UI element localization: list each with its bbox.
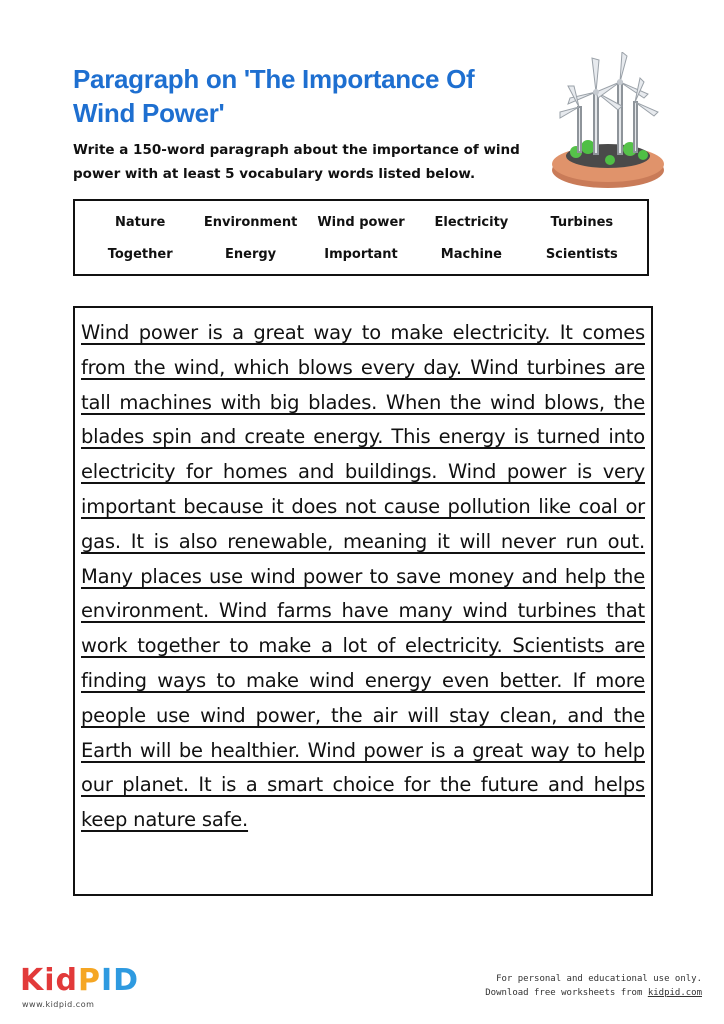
vocabulary-grid xyxy=(75,201,647,271)
instructions: Write a 150-word paragraph about the importance of wind power with at least 5 vocabulary words listed below. xyxy=(73,142,520,182)
paragraph-box xyxy=(73,306,653,896)
vocab-word: Electricity xyxy=(434,215,509,230)
logo-url: www.kidpid.com xyxy=(22,1000,95,1009)
vocabulary-box xyxy=(73,199,649,276)
vocab-word: Important xyxy=(324,247,398,262)
page-title: Paragraph on 'The Importance Of Wind Power' xyxy=(73,64,475,128)
vocab-word: Scientists xyxy=(545,247,618,262)
vocab-word: Turbines xyxy=(550,215,614,230)
footer-link[interactable]: kidpid.com xyxy=(647,988,702,998)
footer-note xyxy=(485,972,702,1000)
wind-turbines-icon xyxy=(548,52,668,192)
logo-text-part2: P xyxy=(78,963,102,998)
vocab-word: Machine xyxy=(440,247,502,262)
logo-text-part3: ID xyxy=(101,963,140,998)
vocab-word: Together xyxy=(107,247,173,262)
vocab-word: Wind power xyxy=(317,215,405,230)
vocab-word: Environment xyxy=(203,215,298,230)
footer-line2-prefix: Download free worksheets from xyxy=(485,988,648,998)
vocab-word: Energy xyxy=(225,247,277,262)
logo-text-part1: Kid xyxy=(20,963,79,998)
kidpid-logo xyxy=(20,963,140,998)
footer-line2 xyxy=(485,986,702,1000)
paragraph-text: Wind power is a great way to make electricity. It comes from the wind, which blows every day. Wind turbines are tall machines with big blades. When the wind blows, the blades spin and create energy. This energy is turned into electricity for homes and buildings. Wind power is very important because it does not cause pollution like coal or gas. It is also renewable, meaning it will never run out. Many places use wind power to save money and help the environment. Wind farms have many wind turbines that work together to make a lot of electricity. Scientists are finding ways to make wind energy even better. If more people use wind power, the air will stay clean, and the Earth will be healthier. Wind power is a great way to help our planet. It is a smart choice for the future and helps keep nature safe. xyxy=(81,321,645,832)
footer-line1: For personal and educational use only. xyxy=(496,974,702,984)
vocab-word: Nature xyxy=(115,215,166,230)
